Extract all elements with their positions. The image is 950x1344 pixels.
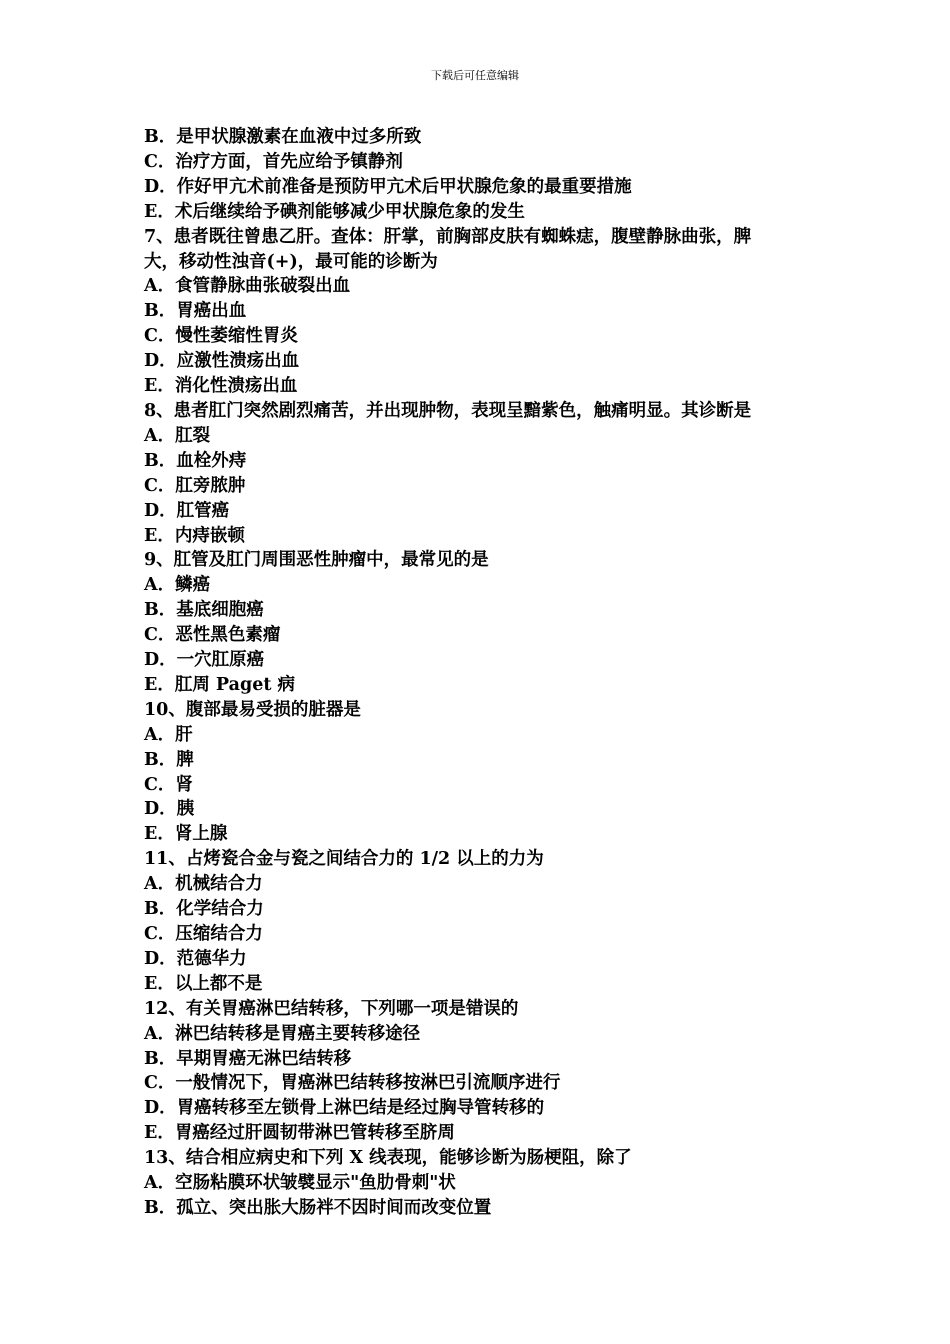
text-line: E．内痔嵌顿 [144, 525, 245, 546]
text-line: E．消化性溃疡出血 [144, 376, 298, 397]
text-line: A．肛裂 [144, 425, 211, 446]
text-line: E．以上都不是 [144, 973, 263, 994]
text-line: 7、患者既往曾患乙肝。查体：肝掌，前胸部皮肤有蜘蛛痣，腹壁静脉曲张，脾 [144, 226, 752, 247]
text-line: B．胃癌出血 [144, 301, 247, 322]
text-line: A．肝 [144, 724, 193, 745]
text-line: A．空肠粘膜环状皱襞显示"鱼肋骨刺"状 [144, 1173, 456, 1194]
text-line: D．范德华力 [144, 948, 247, 969]
text-line: C．治疗方面，首先应给予镇静剂 [144, 151, 403, 172]
text-line: D．胃癌转移至左锁骨上淋巴结是经过胸导管转移的 [144, 1098, 545, 1119]
text-line: A．食管静脉曲张破裂出血 [144, 276, 351, 297]
text-line: 8、患者肛门突然剧烈痛苦，并出现肿物，表现呈黯紫色，触痛明显。其诊断是 [144, 400, 752, 421]
text-line: B．脾 [144, 749, 194, 770]
text-line: 11、占烤瓷合金与瓷之间结合力的 1/2 以上的力为 [144, 849, 544, 870]
text-line: B．是甲状腺激素在血液中过多所致 [144, 127, 422, 147]
text-line: 12、有关胃癌淋巴结转移，下列哪一项是错误的 [144, 998, 519, 1019]
text-line: B．孤立、突出胀大肠袢不因时间而改变位置 [144, 1197, 492, 1218]
text-line: A．淋巴结转移是胃癌主要转移途径 [144, 1023, 421, 1044]
text-line: C．肾 [144, 774, 193, 795]
text-line: C．压缩结合力 [144, 924, 263, 944]
text-line: C．肛旁脓肿 [144, 475, 246, 496]
text-line: 大，移动性浊音(+)，最可能的诊断为 [144, 251, 438, 272]
text-line: D．一穴肛原癌 [144, 650, 265, 671]
text-line: E．肾上腺 [144, 824, 228, 845]
text-line: A．鳞癌 [144, 575, 211, 596]
text-line: C．一般情况下，胃癌淋巴结转移按淋巴引流顺序进行 [144, 1073, 561, 1094]
text-line: 10、腹部最易受损的脏器是 [144, 699, 361, 720]
text-line: E．术后继续给予碘剂能够减少甲状腺危象的发生 [144, 201, 525, 222]
text-line: C．恶性黑色素瘤 [144, 625, 281, 646]
text-line: C．慢性萎缩性胃炎 [144, 326, 298, 347]
text-line: D．胰 [144, 799, 195, 820]
text-line: B．化学结合力 [144, 899, 264, 920]
text-line: D．作好甲亢术前准备是预防甲亢术后甲状腺危象的最重要措施 [144, 176, 632, 197]
document-body [144, 125, 814, 1221]
text-line: B．血栓外痔 [144, 450, 247, 471]
text-line: A．机械结合力 [144, 874, 263, 895]
text-line: 13、结合相应病史和下列 X 线表现，能够诊断为肠梗阻，除了 [144, 1148, 632, 1169]
text-line: 9、肛管及肛门周围恶性肿瘤中，最常见的是 [144, 550, 489, 571]
page-header: 下载后可任意编辑 [431, 69, 519, 82]
text-line: B．早期胃癌无淋巴结转移 [144, 1048, 352, 1069]
text-line: D．肛管癌 [144, 500, 230, 521]
text-line: E．胃癌经过肝圆韧带淋巴管转移至脐周 [144, 1123, 455, 1144]
text-line: B．基底细胞癌 [144, 600, 264, 621]
text-line: E．肛周 Paget 病 [144, 674, 296, 695]
text-line: D．应激性溃疡出血 [144, 351, 300, 372]
